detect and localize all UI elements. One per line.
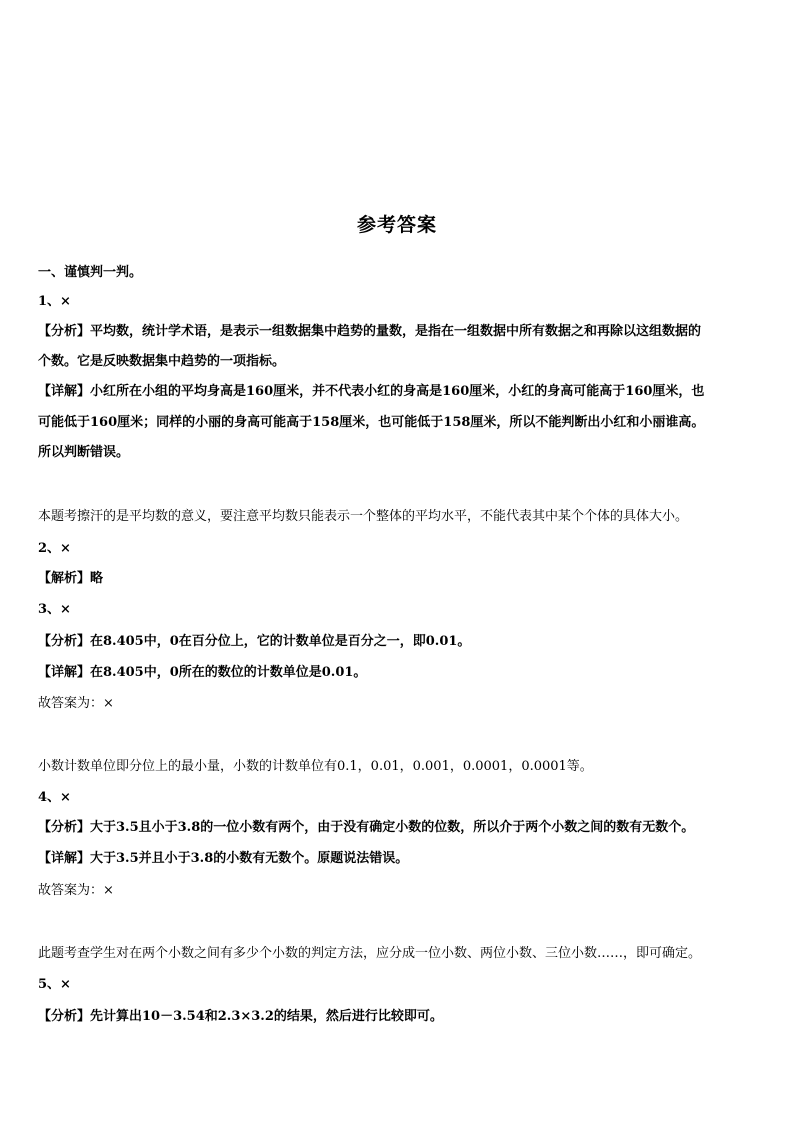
question-5-analysis: 【分析】先计算出10－3.54和2.3×3.2的结果，然后进行比较即可。	[38, 1009, 443, 1024]
question-2-analysis: 【解析】略	[38, 571, 104, 586]
question-1-note: 本题考擦汗的是平均数的意义，要注意平均数只能表示一个整体的平均水平，不能代表其中某个个体的具体大小。	[38, 509, 689, 524]
question-3-note: 小数计数单位即分位上的最小量，小数的计数单位有0.1，0.01，0.001，0.0001，0.0001等。	[38, 759, 593, 774]
question-2-answer: 2、×	[38, 541, 71, 556]
question-4-answer: 4、×	[38, 790, 71, 805]
question-1-detail-line-3: 所以判断错误。	[38, 445, 130, 460]
question-1-detail-line-1: 【详解】小红所在小组的平均身高是160厘米，并不代表小红的身高是160厘米，小红的身高可能高于160厘米，也	[38, 384, 705, 399]
question-3-analysis: 【分析】在8.405中，0在百分位上，它的计数单位是百分之一，即0.01。	[38, 634, 471, 649]
page-title: 参考答案	[356, 214, 437, 236]
question-4-note: 此题考查学生对在两个小数之间有多少个小数的判定方法，应分成一位小数、两位小数、三位小数……，即可确定。	[38, 946, 702, 961]
question-1-analysis-line-1: 【分析】平均数，统计学术语，是表示一组数据集中趋势的量数，是指在一组数据中所有数据之和再除以这组数据的	[38, 324, 702, 339]
section-heading: 一、谨慎判一判。	[38, 265, 143, 280]
question-1-detail-line-2: 可能低于160厘米；同样的小丽的身高可能高于158厘米，也可能低于158厘米，所以不能判断出小红和小丽谁高。	[38, 415, 705, 430]
question-1-analysis-line-2: 个数。它是反映数据集中趋势的一项指标。	[38, 354, 286, 369]
question-4-analysis: 【分析】大于3.5且小于3.8的一位小数有两个，由于没有确定小数的位数，所以介于两个小数之间的数有无数个。	[38, 820, 695, 835]
question-1-answer: 1、×	[38, 294, 71, 309]
question-5-answer: 5、×	[38, 977, 71, 992]
question-4-conclusion: 故答案为：×	[38, 883, 114, 898]
question-3-conclusion: 故答案为：×	[38, 696, 114, 711]
question-3-detail: 【详解】在8.405中，0所在的数位的计数单位是0.01。	[38, 665, 367, 680]
question-3-answer: 3、×	[38, 602, 71, 617]
question-4-detail: 【详解】大于3.5并且小于3.8的小数有无数个。原题说法错误。	[38, 851, 409, 866]
